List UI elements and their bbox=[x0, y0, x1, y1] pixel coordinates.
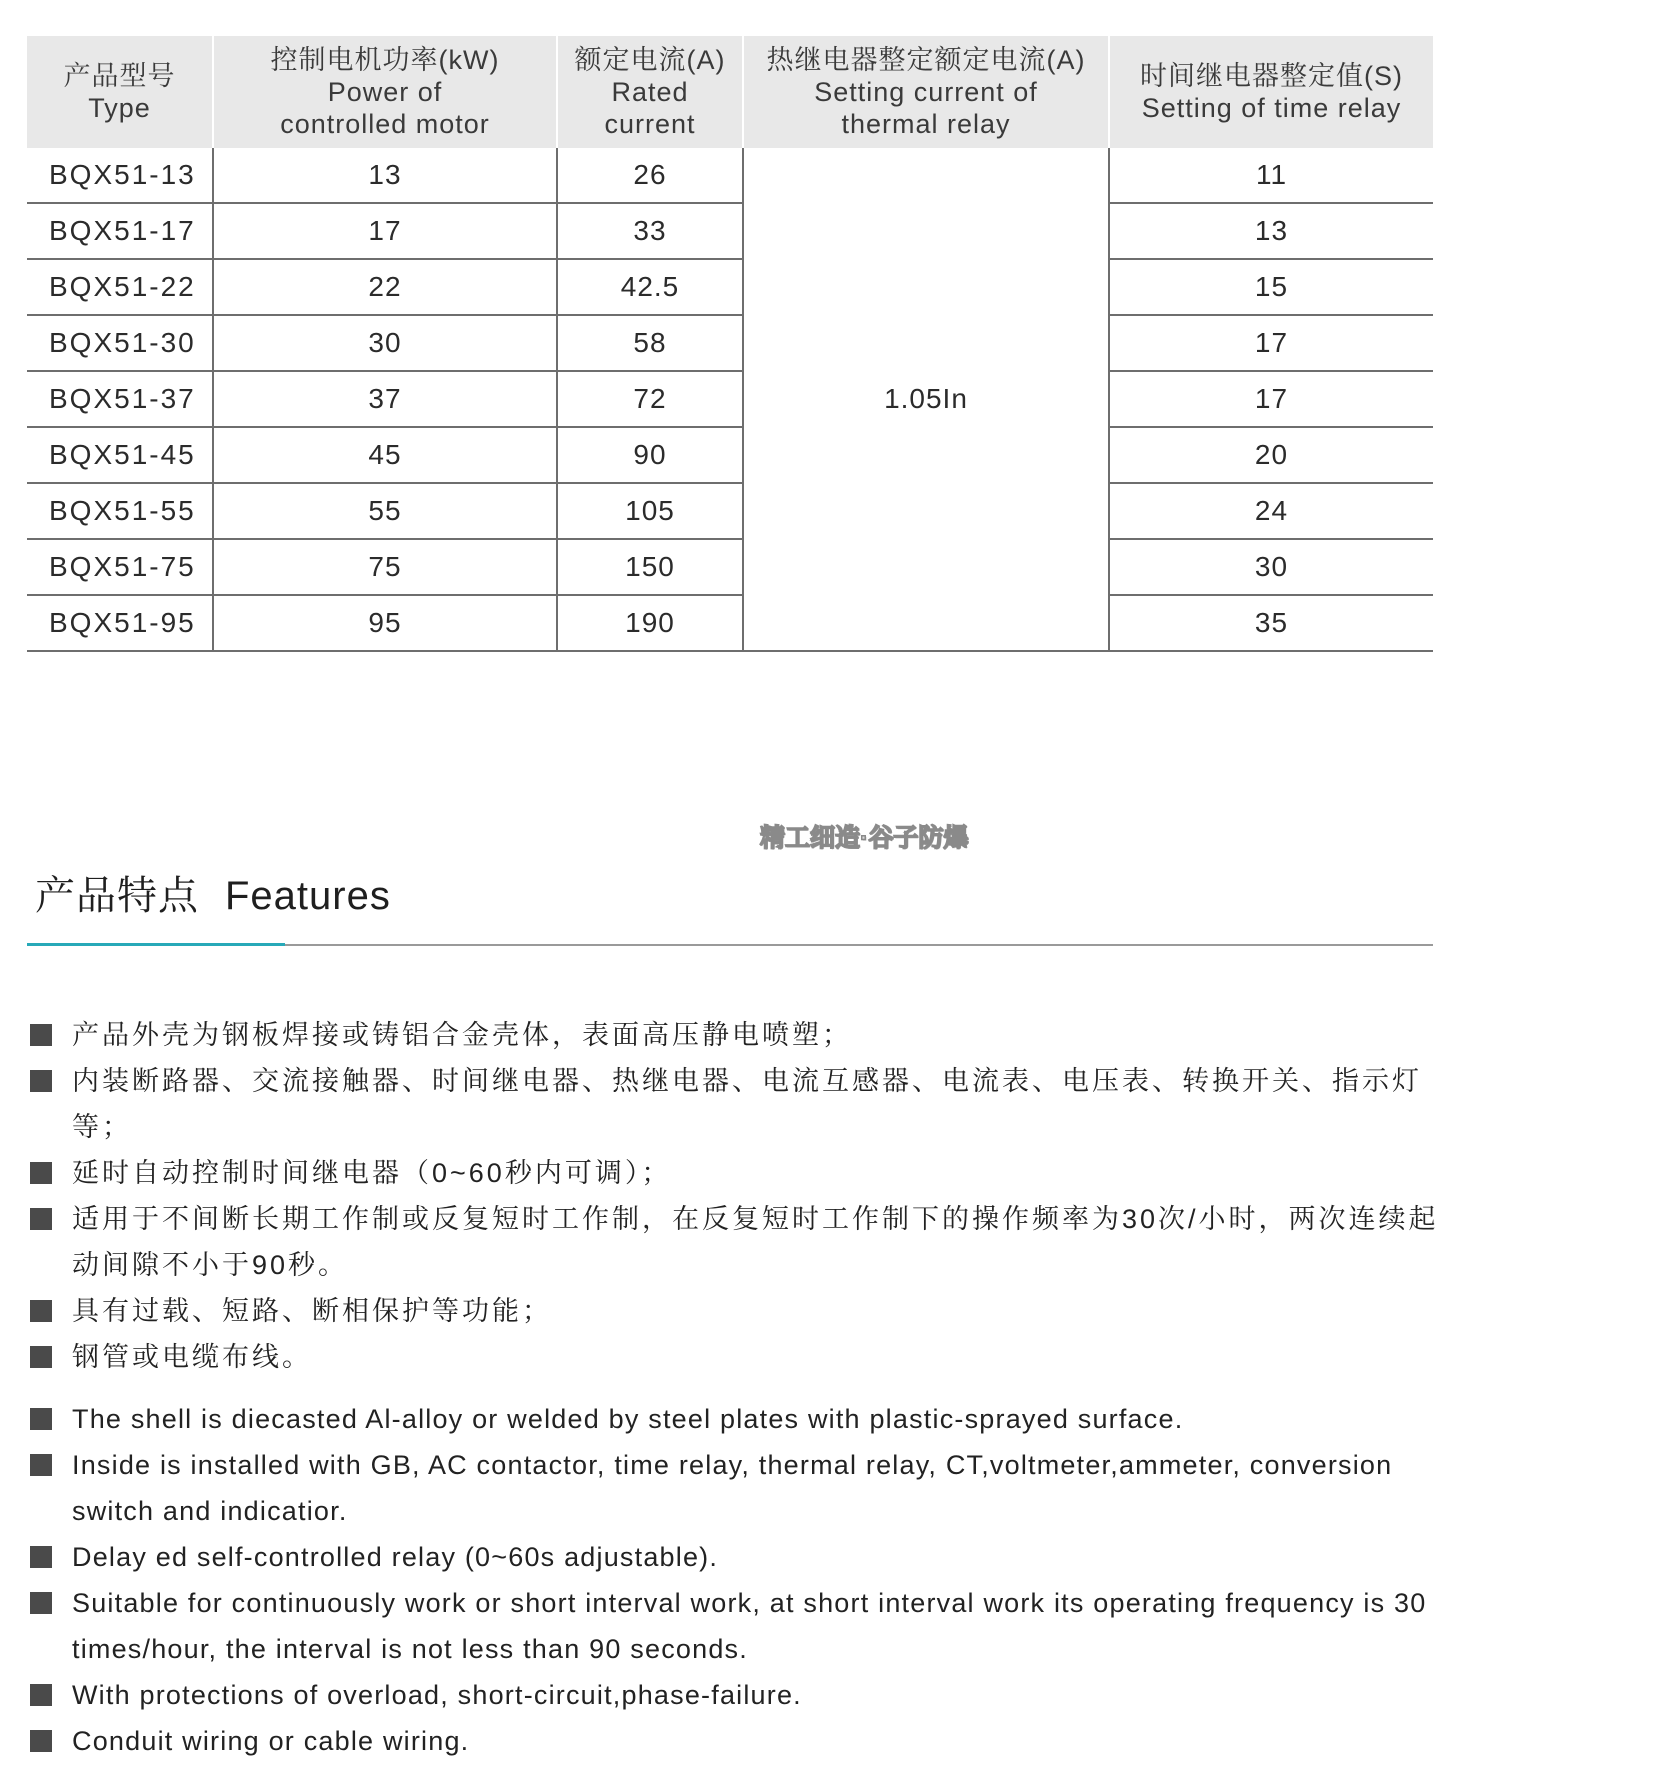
square-bullet-icon bbox=[30, 1408, 52, 1430]
list-item: With protections of overload, short-circuit,phase-failure. bbox=[30, 1672, 1450, 1718]
cell-current: 42.5 bbox=[557, 259, 743, 315]
cell-time: 30 bbox=[1109, 539, 1433, 595]
cell-time: 11 bbox=[1109, 148, 1433, 203]
section-divider-accent bbox=[27, 943, 285, 946]
spec-table bbox=[27, 36, 1433, 652]
header-time-en: Setting of time relay bbox=[1141, 93, 1402, 123]
square-bullet-icon bbox=[30, 1730, 52, 1752]
cell-current: 58 bbox=[557, 315, 743, 371]
list-item: 适用于不间断长期工作制或反复短时工作制，在反复短时工作制下的操作频率为30次/小时，两次连续起动间隙不小于90秒。 bbox=[30, 1196, 1450, 1288]
square-bullet-icon bbox=[30, 1024, 52, 1046]
cell-type: BQX51-95 bbox=[27, 595, 213, 651]
cell-type: BQX51-17 bbox=[27, 203, 213, 259]
cell-power: 22 bbox=[213, 259, 557, 315]
square-bullet-icon bbox=[30, 1546, 52, 1568]
table-row bbox=[27, 148, 1433, 203]
watermark-logo: 精工细造·谷子防爆 bbox=[760, 824, 969, 852]
square-bullet-icon bbox=[30, 1300, 52, 1322]
table-row bbox=[27, 539, 1433, 595]
section-title bbox=[35, 864, 391, 921]
cell-thermal-setting: 1.05In bbox=[743, 148, 1109, 651]
square-bullet-icon bbox=[30, 1162, 52, 1184]
list-item: 延时自动控制时间继电器（0~60秒内可调）； bbox=[30, 1150, 1450, 1196]
cell-type: BQX51-45 bbox=[27, 427, 213, 483]
cell-current: 33 bbox=[557, 203, 743, 259]
header-type bbox=[27, 36, 213, 148]
table-row bbox=[27, 203, 1433, 259]
header-current-en: Rated current bbox=[604, 77, 696, 139]
table-header-row bbox=[27, 36, 1433, 148]
table-row bbox=[27, 483, 1433, 539]
cell-time: 20 bbox=[1109, 427, 1433, 483]
header-power bbox=[213, 36, 557, 148]
header-power-en: Power of controlled motor bbox=[280, 77, 490, 139]
features-list-en bbox=[30, 1396, 1450, 1764]
features-list-zh bbox=[30, 1012, 1450, 1380]
cell-type: BQX51-22 bbox=[27, 259, 213, 315]
header-thermal bbox=[743, 36, 1109, 148]
cell-current: 150 bbox=[557, 539, 743, 595]
list-item: The shell is diecasted Al-alloy or welded by steel plates with plastic-sprayed surface. bbox=[30, 1396, 1450, 1442]
header-current-zh: 额定电流(A) bbox=[574, 45, 726, 75]
header-current bbox=[557, 36, 743, 148]
square-bullet-icon bbox=[30, 1454, 52, 1476]
table-row bbox=[27, 315, 1433, 371]
cell-current: 26 bbox=[557, 148, 743, 203]
list-item: Inside is installed with GB, AC contactor, time relay, thermal relay, CT,voltmeter,ammeter, conversion switch and indicatior. bbox=[30, 1442, 1450, 1534]
table-row bbox=[27, 427, 1433, 483]
cell-current: 190 bbox=[557, 595, 743, 651]
cell-type: BQX51-13 bbox=[27, 148, 213, 203]
header-type-zh: 产品型号 bbox=[63, 61, 176, 91]
square-bullet-icon bbox=[30, 1346, 52, 1368]
square-bullet-icon bbox=[30, 1592, 52, 1614]
square-bullet-icon bbox=[30, 1684, 52, 1706]
section-title-en: Features bbox=[225, 874, 391, 918]
list-item: Conduit wiring or cable wiring. bbox=[30, 1718, 1450, 1764]
cell-time: 17 bbox=[1109, 371, 1433, 427]
cell-time: 17 bbox=[1109, 315, 1433, 371]
cell-type: BQX51-55 bbox=[27, 483, 213, 539]
cell-type: BQX51-30 bbox=[27, 315, 213, 371]
cell-time: 35 bbox=[1109, 595, 1433, 651]
table-row bbox=[27, 371, 1433, 427]
table-row bbox=[27, 259, 1433, 315]
table-row bbox=[27, 595, 1433, 651]
cell-power: 13 bbox=[213, 148, 557, 203]
cell-type: BQX51-75 bbox=[27, 539, 213, 595]
list-item: Delay ed self-controlled relay (0~60s adjustable). bbox=[30, 1534, 1450, 1580]
list-item: 产品外壳为钢板焊接或铸铝合金壳体，表面高压静电喷塑； bbox=[30, 1012, 1450, 1058]
cell-power: 95 bbox=[213, 595, 557, 651]
square-bullet-icon bbox=[30, 1070, 52, 1092]
cell-power: 55 bbox=[213, 483, 557, 539]
cell-type: BQX51-37 bbox=[27, 371, 213, 427]
cell-time: 13 bbox=[1109, 203, 1433, 259]
list-item: 内装断路器、交流接触器、时间继电器、热继电器、电流互感器、电流表、电压表、转换开关、指示灯等； bbox=[30, 1058, 1450, 1150]
header-thermal-zh: 热继电器整定额定电流(A) bbox=[766, 45, 1086, 75]
square-bullet-icon bbox=[30, 1208, 52, 1230]
cell-power: 37 bbox=[213, 371, 557, 427]
header-type-en: Type bbox=[88, 93, 151, 123]
cell-current: 72 bbox=[557, 371, 743, 427]
cell-current: 105 bbox=[557, 483, 743, 539]
cell-time: 15 bbox=[1109, 259, 1433, 315]
section-title-zh: 产品特点 bbox=[35, 874, 199, 918]
cell-current: 90 bbox=[557, 427, 743, 483]
header-power-zh: 控制电机功率(kW) bbox=[270, 45, 500, 75]
cell-power: 30 bbox=[213, 315, 557, 371]
cell-power: 75 bbox=[213, 539, 557, 595]
list-item: Suitable for continuously work or short interval work, at short interval work its operating frequency is 30 times/hour, the interval is not less than 90 seconds. bbox=[30, 1580, 1450, 1672]
list-item: 具有过载、短路、断相保护等功能； bbox=[30, 1288, 1450, 1334]
header-time bbox=[1109, 36, 1433, 148]
cell-power: 45 bbox=[213, 427, 557, 483]
cell-time: 24 bbox=[1109, 483, 1433, 539]
header-time-zh: 时间继电器整定值(S) bbox=[1140, 61, 1403, 91]
cell-power: 17 bbox=[213, 203, 557, 259]
list-item: 钢管或电缆布线。 bbox=[30, 1334, 1450, 1380]
header-thermal-en: Setting current of thermal relay bbox=[814, 77, 1038, 139]
